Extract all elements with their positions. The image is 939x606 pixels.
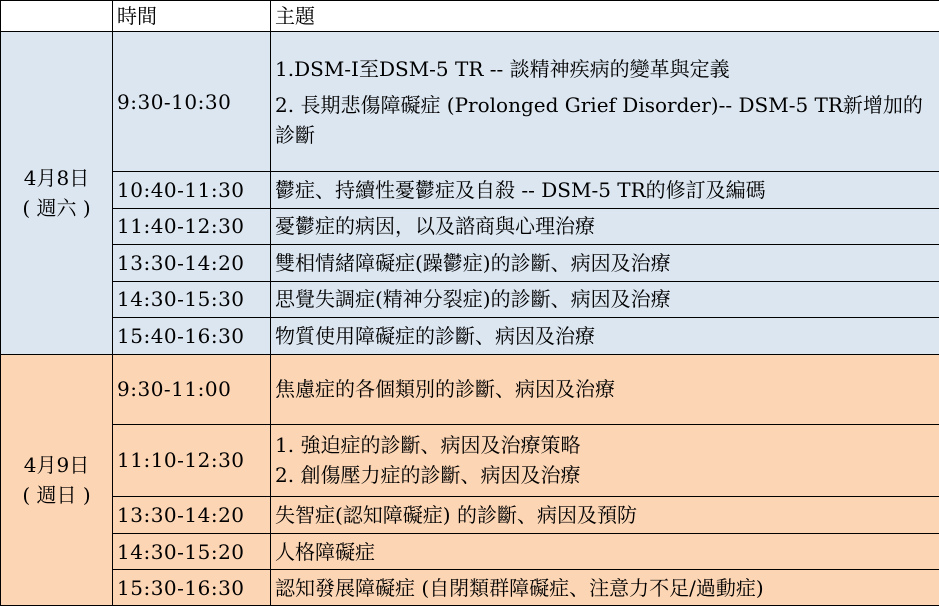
session-time: 15:30-16:30 [113,570,271,606]
day-cell-apr9 [1,354,113,605]
table-row [1,354,939,424]
session-time: 13:30-14:20 [113,497,271,533]
day-date: 4月8日 [23,166,90,190]
header-topic-cell: 主題 [271,1,939,32]
session-topic-line: 1.DSM-I至DSM-5 TR -- 談精神疾病的變革與定義 [275,56,730,81]
table-row [1,208,939,244]
session-topic-line: 1. 強迫症的診斷、病因及治療策略 [275,433,581,458]
session-time: 13:30-14:20 [113,245,271,281]
session-topic-line: 2. 創傷壓力症的診斷、病因及治療 [275,463,581,488]
session-topic: 物質使用障礙症的診斷、病因及治療 [271,318,939,354]
session-topic: 人格障礙症 [271,533,939,569]
session-time: 11:10-12:30 [113,424,271,497]
session-time: 15:40-16:30 [113,318,271,354]
session-time: 14:30-15:20 [113,533,271,569]
table-row [1,570,939,606]
session-time: 11:40-12:30 [113,208,271,244]
session-topic: 憂鬱症的病因，以及諮商與心理治療 [271,208,939,244]
header-day-cell [1,1,113,32]
header-time-cell: 時間 [113,1,271,32]
day-weekday: ( 週日 ) [22,482,91,507]
day-cell-apr8 [1,32,113,354]
table-row [1,533,939,569]
session-topic: 思覺失調症(精神分裂症)的診斷、病因及治療 [271,281,939,317]
table-row [1,424,939,497]
table-row [1,32,939,172]
day-date: 4月9日 [23,452,90,477]
session-topic: 認知發展障礙症 (自閉類群障礙症、注意力不足/過動症) [271,570,939,606]
table-row [1,497,939,533]
table-row [1,281,939,317]
day-weekday: ( 週六 ) [22,196,91,220]
session-time: 9:30-10:30 [113,32,271,172]
header-row [1,1,939,32]
table-row [1,245,939,281]
table-row [1,172,939,208]
session-topic: 鬱症、持續性憂鬱症及自殺 -- DSM-5 TR的修訂及編碼 [271,172,939,208]
session-topic: 失智症(認知障礙症) 的診斷、病因及預防 [271,497,939,533]
session-time: 14:30-15:30 [113,281,271,317]
session-time: 10:40-11:30 [113,172,271,208]
session-time: 9:30-11:00 [113,354,271,424]
session-topic [271,32,939,172]
session-topic: 焦慮症的各個類別的診斷、病因及治療 [271,354,939,424]
session-topic [271,424,939,497]
session-topic: 雙相情緒障礙症(躁鬱症)的診斷、病因及治療 [271,245,939,281]
table-row [1,318,939,354]
session-topic-line: 2. 長期悲傷障礙症 (Prolonged Grief Disorder)-- DSM-5 TR新增加的診斷 [275,92,923,147]
